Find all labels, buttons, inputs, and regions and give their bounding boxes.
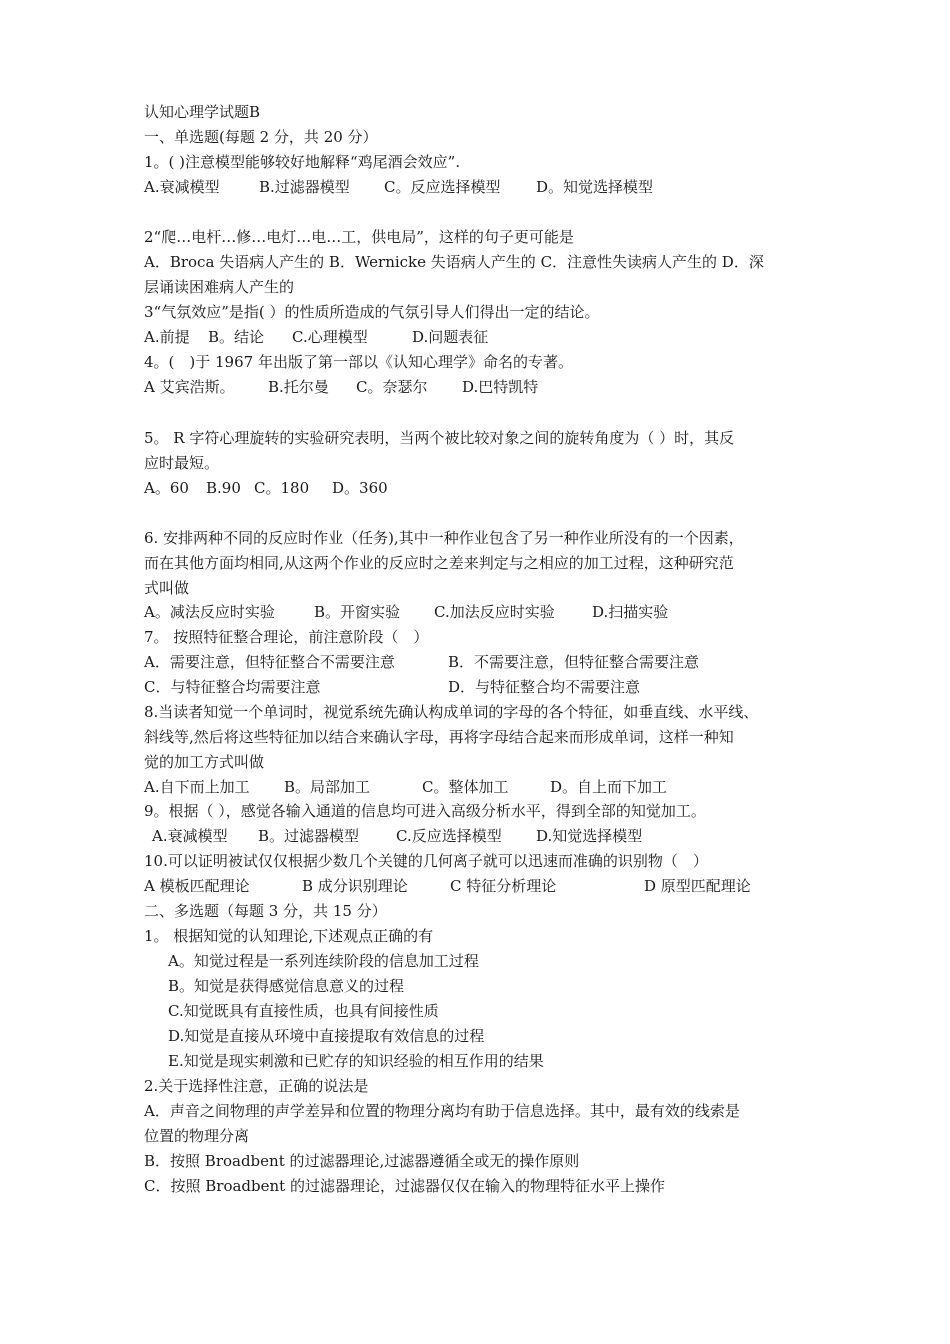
question-9: 9。根据（ ），感觉各输入通道的信息均可进入高级分析水平，得到全部的知觉加工。 xyxy=(144,802,706,820)
question-1-options xyxy=(144,177,844,197)
question-10-options xyxy=(144,876,804,896)
option-b: B.托尔曼 xyxy=(268,378,329,396)
question-2-line-2: A．Broca 失语病人产生的 B．Wernicke 失语病人产生的 C．注意性失读病人产生的 D．深 xyxy=(144,253,764,271)
option-d: D。自上而下加工 xyxy=(550,778,668,796)
option-b: B.过滤器模型 xyxy=(259,178,350,196)
option-c: C.加法反应时实验 xyxy=(434,603,555,621)
option-c: C.反应选择模型 xyxy=(396,827,502,845)
section-heading-multiple-choice: 二、多选题（每题 3 分，共 15 分） xyxy=(144,902,387,920)
question-5-options xyxy=(144,478,544,498)
multi-question-2: 2.关于选择性注意，正确的说法是 xyxy=(144,1077,369,1095)
option-d: D．与特征整合均不需要注意 xyxy=(448,678,641,696)
question-1: 1。( )注意模型能够较好地解释“鸡尾酒会效应”. xyxy=(144,153,461,171)
question-5-line-2: 应时最短。 xyxy=(144,454,220,472)
multi-question-2-option-b: B．按照 Broadbent 的过滤器理论,过滤器遵循全或无的操作原则 xyxy=(144,1152,580,1170)
option-a: A．需要注意，但特征整合不需要注意 xyxy=(144,653,395,671)
option-c: C。奈瑟尔 xyxy=(356,378,428,396)
question-3-options xyxy=(144,327,644,347)
option-d: D.知觉选择模型 xyxy=(536,827,643,845)
question-2-line-3: 层诵读困难病人产生的 xyxy=(144,278,295,296)
option-b: B。开窗实验 xyxy=(314,603,401,621)
multi-question-2-option-a-cont: 位置的物理分离 xyxy=(144,1127,250,1145)
option-c: C。反应选择模型 xyxy=(384,178,501,196)
question-6-line-2: 而在其他方面均相同,从这两个作业的反应时之差来判定与之相应的加工过程，这种研究范 xyxy=(144,554,734,572)
option-a: A.前提 xyxy=(144,328,190,346)
option-d: D。知觉选择模型 xyxy=(536,178,654,196)
option-d: D.巴特凯特 xyxy=(462,378,539,396)
question-4: 4。( )于 1967 年出版了第一部以《认知心理学》命名的专著。 xyxy=(144,353,573,371)
option-c: C。180 xyxy=(254,479,310,497)
multi-question-1-option-d: D.知觉是直接从环境中直接提取有效信息的过程 xyxy=(168,1027,485,1045)
option-b: B．不需要注意，但特征整合需要注意 xyxy=(448,653,700,671)
question-2: 2“爬…电杆…修…电灯…电…工，供电局”，这样的句子更可能是 xyxy=(144,228,574,246)
multi-question-2-option-a: A．声音之间物理的声学差异和位置的物理分离均有助于信息选择。其中，最有效的线索是 xyxy=(144,1102,740,1120)
option-c: C。整体加工 xyxy=(422,778,509,796)
question-8-line-3: 觉的加工方式叫做 xyxy=(144,753,265,771)
question-6: 6. 安排两种不同的反应时作业（任务),其中一种作业包含了另一种作业所没有的一个因素， xyxy=(144,529,744,547)
doc-title: 认知心理学试题B xyxy=(144,103,261,121)
multi-question-1-option-a: A。知觉过程是一系列连续阶段的信息加工过程 xyxy=(168,952,479,970)
question-6-line-3: 式叫做 xyxy=(144,579,190,597)
question-7-options-row-1 xyxy=(144,652,804,672)
question-7: 7。 按照特征整合理论，前注意阶段（ ） xyxy=(144,628,429,646)
option-a: A.自下而上加工 xyxy=(144,778,250,796)
section-heading-single-choice: 一、单选题(每题 2 分，共 20 分） xyxy=(144,128,378,146)
question-7-options-row-2 xyxy=(144,677,804,697)
option-a: A。减法反应时实验 xyxy=(144,603,275,621)
option-d: D。360 xyxy=(332,479,388,497)
option-c: C 特征分析理论 xyxy=(450,877,557,895)
multi-question-1-option-c: C.知觉既具有直接性质，也具有间接性质 xyxy=(168,1002,439,1020)
option-a: A.衰减模型 xyxy=(144,178,220,196)
question-8: 8.当读者知觉一个单词时，视觉系统先确认构成单词的字母的各个特征，如垂直线、水平线、 xyxy=(144,703,759,721)
option-c: C.心理模型 xyxy=(292,328,368,346)
option-b: B。局部加工 xyxy=(284,778,371,796)
question-8-options xyxy=(144,777,744,797)
option-d: D.扫描实验 xyxy=(592,603,669,621)
multi-question-1: 1。 根据知觉的认知理论,下述观点正确的有 xyxy=(144,927,434,945)
option-a: A 模板匹配理论 xyxy=(144,877,250,895)
question-4-options xyxy=(144,377,644,397)
option-b: B.90 xyxy=(206,479,241,497)
multi-question-1-option-e: E.知觉是现实刺激和已贮存的知识经验的相互作用的结果 xyxy=(168,1052,544,1070)
option-a: A.衰减模型 xyxy=(152,827,228,845)
option-d: D 原型匹配理论 xyxy=(644,877,751,895)
question-9-options xyxy=(144,826,744,846)
option-a: A。60 xyxy=(144,479,189,497)
option-b: B 成分识别理论 xyxy=(302,877,408,895)
question-8-line-2: 斜线等,然后将这些特征加以结合来确认字母，再将字母结合起来而形成单词，这样一种知 xyxy=(144,728,734,746)
option-d: D.问题表征 xyxy=(412,328,489,346)
option-a: A 艾宾浩斯。 xyxy=(144,378,235,396)
option-b: B。过滤器模型 xyxy=(258,827,360,845)
option-c: C．与特征整合均需要注意 xyxy=(144,678,321,696)
question-5: 5。 R 字符心理旋转的实验研究表明，当两个被比较对象之间的旋转角度为（ ）时，其反 xyxy=(144,429,735,447)
question-10: 10.可以证明被试仅仅根据少数几个关键的几何离子就可以迅速而准确的识别物（ ） xyxy=(144,852,708,870)
question-3: 3“气氛效应”是指( ）的性质所造成的气氛引导人们得出一定的结论。 xyxy=(144,303,600,321)
question-6-options xyxy=(144,602,744,622)
multi-question-1-option-b: B。知觉是获得感觉信息意义的过程 xyxy=(168,977,405,995)
multi-question-2-option-c: C．按照 Broadbent 的过滤器理论，过滤器仅仅在输入的物理特征水平上操作 xyxy=(144,1177,665,1195)
option-b: B。结论 xyxy=(208,328,265,346)
